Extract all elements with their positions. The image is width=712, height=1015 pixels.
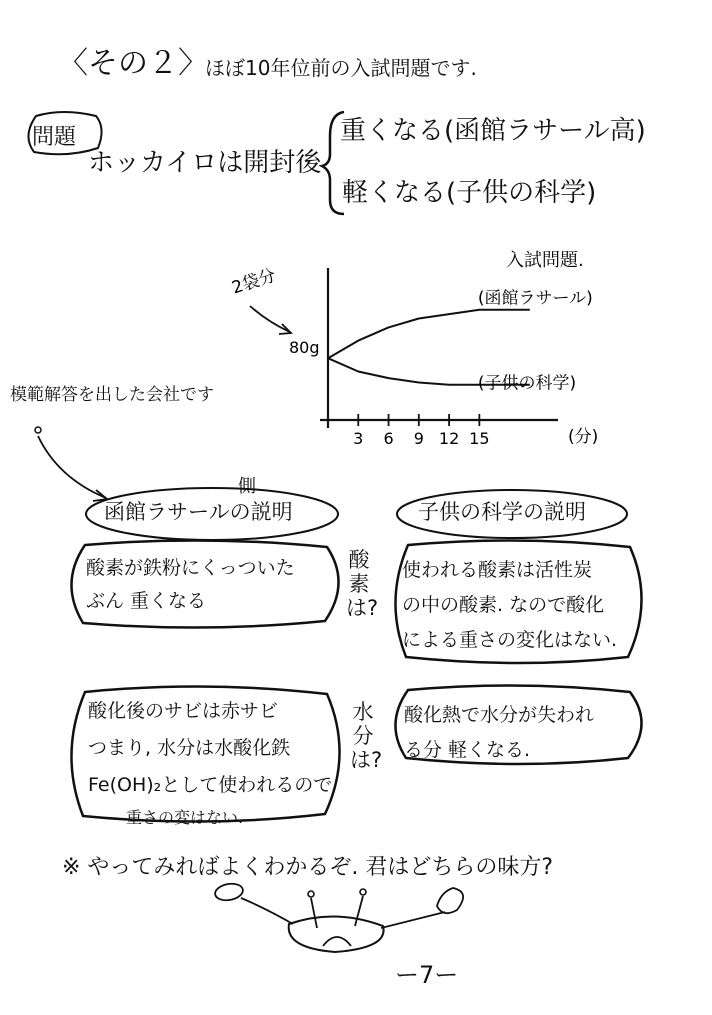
hakodate-box2-text bbox=[88, 696, 332, 828]
side-label-oxygen: 酸素は? bbox=[346, 548, 379, 620]
annotation-arrow bbox=[250, 306, 290, 332]
hakodate-header-side: 側 bbox=[238, 476, 256, 497]
question-text: ホッカイロは開封後 bbox=[88, 148, 322, 178]
x-tick-label: 3 bbox=[353, 429, 364, 448]
question-label: 問題 bbox=[32, 125, 77, 150]
footer-note: ※ やってみればよくわかるぞ. 君はどちらの味方? bbox=[62, 855, 554, 880]
kodomo-box2-text bbox=[404, 700, 594, 762]
page-subtitle: ほぼ10年位前の入試問題です. bbox=[205, 56, 477, 80]
kodomo-header: 子供の科学の説明 bbox=[418, 500, 586, 524]
series-label-1: (子供の科学) bbox=[477, 373, 577, 394]
start-value-label: 80g bbox=[289, 338, 320, 357]
hakodate-box2-line: 酸化後のサビは赤サビ bbox=[88, 700, 279, 722]
x-axis-label: (分) bbox=[568, 427, 599, 447]
kodomo-box2-line: る分 軽くなる. bbox=[404, 739, 531, 761]
x-tick-label: 6 bbox=[383, 429, 394, 448]
series-label-0: (函館ラサール) bbox=[477, 288, 593, 309]
page-number: ー7ー bbox=[395, 961, 459, 989]
crab-drawing bbox=[205, 878, 480, 958]
kodomo-box1-line: の中の酸素. なので酸化 bbox=[402, 594, 605, 616]
x-tick-label: 9 bbox=[413, 429, 424, 448]
option-heavy: 重くなる(函館ラサール高) bbox=[340, 116, 646, 146]
hakodate-box2-line: Fe(OH)₂として使われるので bbox=[88, 774, 333, 796]
kodomo-box1-line: による重さの変化はない. bbox=[402, 629, 618, 651]
x-tick-label: 15 bbox=[469, 429, 490, 448]
option-light: 軽くなる(子供の科学) bbox=[342, 178, 597, 208]
page-title: 〈その２〉 bbox=[58, 46, 208, 81]
model-answer-note: 模範解答を出した会社です bbox=[10, 385, 214, 405]
kodomo-box1-text bbox=[402, 555, 617, 652]
hakodate-box1-text bbox=[86, 553, 295, 613]
kodomo-box1-line: 使われる酸素は活性炭 bbox=[402, 559, 593, 581]
chart-title: 入試問題. bbox=[506, 250, 584, 271]
hakodate-header: 函館ラサールの説明 bbox=[104, 500, 293, 524]
x-tick-label: 12 bbox=[438, 429, 460, 448]
hakodate-box1-line: 酸素が鉄粉にくっついた bbox=[86, 557, 295, 579]
hakodate-box2-line: つまり, 水分は水酸化鉄 bbox=[88, 737, 291, 759]
annotation-label: 2袋分 bbox=[229, 265, 279, 299]
series-line-0 bbox=[328, 310, 530, 359]
hakodate-box1-line: ぶん 重くなる bbox=[86, 590, 207, 612]
side-label-water: 水分は? bbox=[350, 700, 383, 772]
kodomo-box2-line: 酸化熱で水分が失われ bbox=[404, 704, 595, 726]
hakodate-box2-line: 重さの変はない. bbox=[126, 808, 244, 827]
